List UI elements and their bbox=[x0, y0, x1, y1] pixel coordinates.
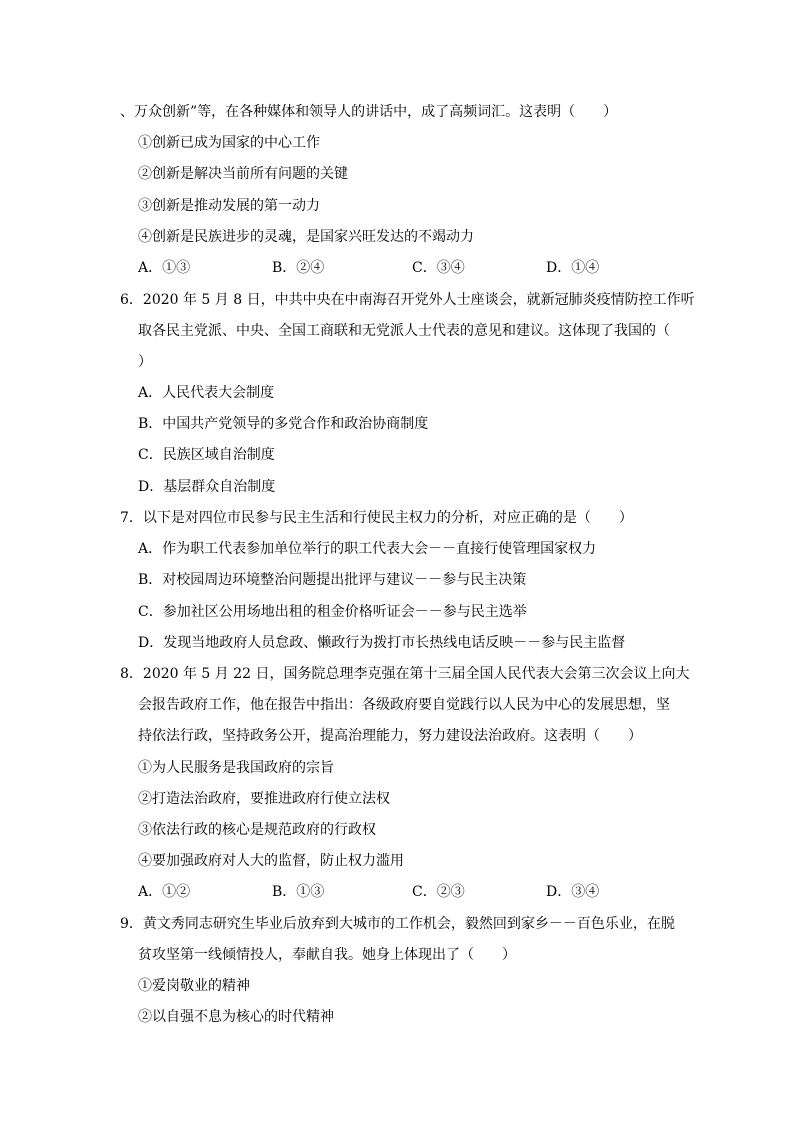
question-6-text: 取各民主党派、中央、全国工商联和无党派人士代表的意见和建议。这体现了我国的（ bbox=[138, 323, 670, 339]
answer-option-a: A．作为职工代表参加单位举行的职工代表大会－－直接行使管理国家权力 bbox=[138, 541, 597, 557]
question-8-text: 持依法行政，坚持政务公开，提高治理能力，努力建设法治政府。这表明（ ） bbox=[138, 728, 642, 744]
answer-option-c: C．参加社区公用场地出租的租金价格听证会－－参与民主选举 bbox=[138, 604, 527, 620]
question-8-text: 会报告政府工作，他在报告中指出：各级政府要自觉践行以人民为中心的发展思想，坚 bbox=[138, 697, 670, 713]
answer-option-b: B．对校园周边环境整治问题提出批评与建议－－参与民主决策 bbox=[138, 572, 527, 588]
answer-option-c: C．民族区域自治制度 bbox=[138, 447, 275, 463]
statement-item: ③依法行政的核心是规范政府的行政权 bbox=[138, 822, 376, 838]
answer-option-a: A．①② bbox=[138, 884, 191, 900]
answer-option-d: D．①④ bbox=[546, 260, 600, 276]
answer-option-b: B．①③ bbox=[272, 884, 325, 900]
answer-option-d: D．发现当地政府人员怠政、懒政行为拨打市长热线电话反映－－参与民主监督 bbox=[138, 635, 626, 651]
answer-option-b: B．②④ bbox=[272, 260, 325, 276]
answer-option-c: C．②③ bbox=[412, 884, 465, 900]
statement-item: ①为人民服务是我国政府的宗旨 bbox=[138, 760, 334, 776]
question-9-text: 9．黄文秀同志研究生毕业后放弃到大城市的工作机会，毅然回到家乡－－百色乐业，在脱 bbox=[120, 916, 675, 932]
answer-option-d: D．③④ bbox=[546, 884, 600, 900]
question-9-text: 贫攻坚第一线倾情投人，奉献自我。她身上体现出了（ ） bbox=[138, 947, 516, 963]
question-7-text: 7．以下是对四位市民参与民主生活和行使民主权力的分析，对应正确的是（ ） bbox=[120, 510, 633, 526]
answer-option-b: B．中国共产党领导的多党合作和政治协商制度 bbox=[138, 416, 429, 432]
answer-option-d: D．基层群众自治制度 bbox=[138, 479, 276, 495]
statement-item: ④要加强政府对人大的监督，防止权力滥用 bbox=[138, 853, 404, 869]
question-6-text: 6．2020 年 5 月 8 日，中共中央在中南海召开党外人士座谈会，就新冠肺炎疫情防控工作听 bbox=[120, 292, 695, 308]
statement-item: ②打造法治政府，要推进政府行使立法权 bbox=[138, 791, 390, 807]
question-text: 、万众创新”等，在各种媒体和领导人的讲话中，成了高频词汇。这表明（ ） bbox=[120, 104, 618, 120]
statement-item: ②以自强不息为核心的时代精神 bbox=[138, 1009, 334, 1025]
statement-item: ①爱岗敬业的精神 bbox=[138, 978, 250, 994]
question-6-text: ） bbox=[138, 354, 152, 370]
statement-item: ①创新已成为国家的中心工作 bbox=[138, 135, 320, 151]
answer-option-c: C．③④ bbox=[412, 260, 465, 276]
question-8-text: 8．2020 年 5 月 22 日，国务院总理李克强在第十三届全国人民代表大会第三次会议上向大 bbox=[120, 666, 690, 682]
statement-item: ②创新是解决当前所有问题的关键 bbox=[138, 166, 348, 182]
answer-option-a: A．①③ bbox=[138, 260, 191, 276]
statement-item: ③创新是推动发展的第一动力 bbox=[138, 198, 320, 214]
answer-option-a: A．人民代表大会制度 bbox=[138, 385, 275, 401]
statement-item: ④创新是民族进步的灵魂，是国家兴旺发达的不竭动力 bbox=[138, 229, 474, 245]
